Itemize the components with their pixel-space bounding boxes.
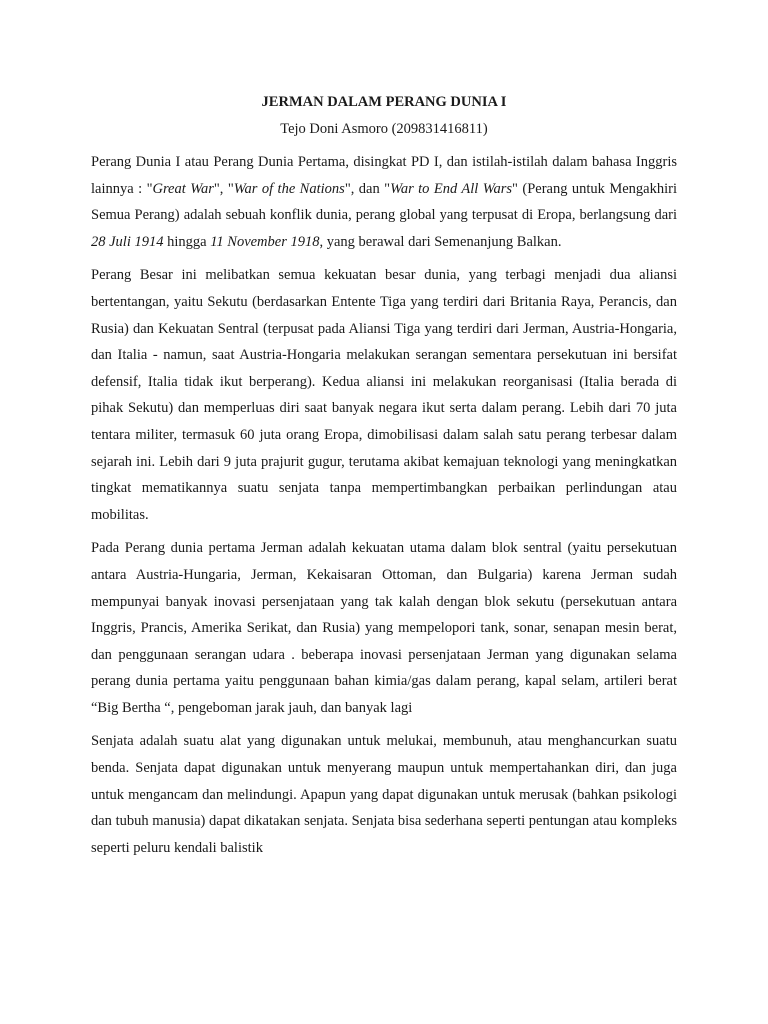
paragraph-3: Pada Perang dunia pertama Jerman adalah kekuatan utama dalam blok sentral (yaitu persekutuan antara Austria-Hungaria, Jerman, Kekaisaran Ottoman, dan Bulgaria) karena Jerman sudah mempunyai banyak inovasi persenjataan yang tak kalah dengan blok sekutu (persekutuan antara Inggris, Prancis, Amerika Serikat, dan Rusia) yang mempelopori tank, sonar, senapan mesin berat, dan penggunaan serangan udara . beberapa inovasi persenjataan Jerman yang digunakan selama perang dunia pertama yaitu penggunaan bahan kimia/gas dalam perang, kapal selam, artileri berat “Big Bertha “, pengeboman jarak jauh, dan banyak lagi (91, 540, 677, 716)
paragraph-1-text-a: Perang Dunia I atau Perang Dunia Pertama, disingkat PD I, dan istilah-istilah dalam bahasa Inggris lainnya : " (91, 154, 677, 197)
paragraph-1 (91, 149, 677, 255)
document-body (91, 92, 677, 868)
paragraph-1-text-c: ", dan " (344, 180, 391, 197)
italic-war-to-end-all-wars: War to End All Wars (390, 180, 513, 197)
paragraph-1-text-e: hingga (163, 233, 211, 250)
italic-date-start: 28 Juli 1914 (91, 233, 164, 250)
paragraph-1-text-f: , yang berawal dari Semenanjung Balkan. (319, 233, 562, 250)
document-title: JERMAN DALAM PERANG DUNIA I (261, 94, 507, 110)
italic-date-end: 11 November 1918 (210, 233, 320, 250)
italic-war-of-nations: War of the Nations (233, 180, 345, 197)
paragraph-1-text-d: " (Perang untuk Mengakhiri Semua Perang) adalah sebuah konflik dunia, perang global yang terpusat di Eropa, berlangsung dari (91, 180, 677, 224)
document-author: Tejo Doni Asmoro (209831416811) (280, 121, 488, 137)
paragraph-1-text-b: ", " (213, 180, 234, 197)
paragraph-4: Senjata adalah suatu alat yang digunakan untuk melukai, membunuh, atau menghancurkan suatu benda. Senjata dapat digunakan untuk menyerang maupun untuk mempertahankan diri, dan juga untuk mengancam dan melindungi. Apapun yang dapat digunakan untuk merusak (bahkan psikologi dan tubuh manusia) dapat dikatakan senjata. Senjata bisa sederhana seperti pentungan atau kompleks seperti peluru kendali balistik (91, 733, 677, 856)
paragraph-2: Perang Besar ini melibatkan semua kekuatan besar dunia, yang terbagi menjadi dua aliansi bertentangan, yaitu Sekutu (berdasarkan Entente Tiga yang terdiri dari Britania Raya, Perancis, dan Rusia) dan Kekuatan Sentral (terpusat pada Aliansi Tiga yang terdiri dari Jerman, Austria-Hongaria, dan Italia - namun, saat Austria-Hongaria melakukan serangan sementara persekutuan ini bersifat defensif, Italia tidak ikut berperang). Kedua aliansi ini melakukan reorganisasi (Italia berada di pihak Sekutu) dan memperluas diri saat banyak negara ikut serta dalam perang. Lebih dari 70 juta tentara militer, termasuk 60 juta orang Eropa, dimobilisasi dalam salah satu perang terbesar dalam sejarah ini. Lebih dari 9 juta prajurit gugur, terutama akibat kemajuan teknologi yang meningkatkan tingkat mematikannya suatu senjata tanpa mempertimbangkan perbaikan perlindungan atau mobilitas. (91, 267, 677, 523)
italic-great-war: Great War (152, 180, 214, 197)
